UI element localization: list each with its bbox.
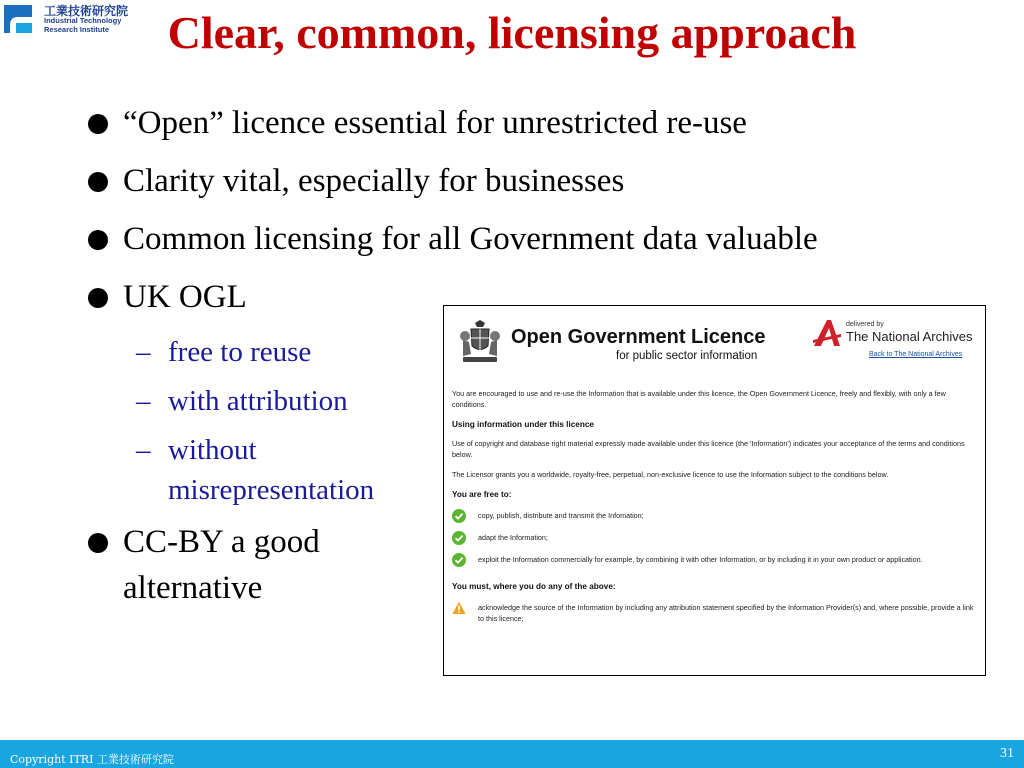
bullet-item bbox=[88, 519, 443, 611]
royal-coat-of-arms-icon bbox=[459, 320, 501, 364]
must-item-text: acknowledge the source of the Information by including any attribution statement specified by the Information Provider(s) and, where possible, provide a link to this licence; bbox=[478, 603, 974, 623]
ogl-body bbox=[452, 388, 977, 629]
bullet-dot-icon bbox=[88, 172, 108, 192]
ogl-heading-using: Using information under this licence bbox=[452, 420, 594, 429]
warning-icon bbox=[452, 601, 466, 615]
sub-bullet-dash: – bbox=[136, 385, 151, 417]
bullet-text: UK OGL bbox=[123, 279, 247, 315]
sub-bullet-text: without misrepresentation bbox=[168, 434, 375, 506]
bullet-dot-icon bbox=[88, 533, 108, 553]
free-item-text: copy, publish, distribute and transmit the Infomation; bbox=[478, 511, 644, 520]
national-archives-name: The National Archives bbox=[846, 329, 973, 344]
check-icon bbox=[452, 509, 466, 523]
delivered-by-label: delivered by bbox=[846, 321, 884, 328]
footer-bar bbox=[0, 740, 1024, 768]
bullet-text: Clarity vital, especially for businesses bbox=[123, 163, 625, 199]
free-item bbox=[452, 552, 977, 569]
ogl-licence-screenshot bbox=[443, 305, 986, 676]
ogl-heading-free: You are free to: bbox=[452, 490, 512, 499]
sub-bullet-dash: – bbox=[136, 434, 151, 466]
free-item-text: exploit the Information commercially for example, by combining it with other Information, or by including it in your own product or application. bbox=[478, 555, 923, 564]
bullet-item bbox=[88, 216, 843, 262]
slide-page-number: 31 bbox=[1000, 746, 1014, 761]
sub-bullet-dash: – bbox=[136, 336, 151, 368]
logo-english-line2: Research Institute bbox=[44, 24, 110, 34]
national-archives-a-logo-icon bbox=[812, 318, 842, 348]
bullet-item bbox=[88, 100, 843, 146]
sub-bullet-text: free to reuse bbox=[168, 336, 312, 368]
free-item bbox=[452, 508, 977, 525]
ogl-heading-must: You must, where you do any of the above: bbox=[452, 582, 616, 591]
check-icon bbox=[452, 553, 466, 567]
bullet-dot-icon bbox=[88, 114, 108, 134]
bullet-item bbox=[88, 274, 443, 320]
bullet-item bbox=[88, 158, 843, 204]
ogl-title: Open Government Licence bbox=[511, 326, 766, 348]
back-to-national-archives-link[interactable]: Back to The National Archives bbox=[869, 351, 963, 358]
bullet-text: “Open” licence essential for unrestricted re-use bbox=[123, 105, 747, 141]
must-item bbox=[452, 600, 977, 624]
ogl-para-using: Use of copyright and database right material expressly made available under this licence (the 'Information') indicates your acceptance of the terms and conditions below. bbox=[452, 439, 965, 459]
bullet-dot-icon bbox=[88, 288, 108, 308]
logo-chinese-name: 工業技術研究院 bbox=[44, 4, 129, 18]
bullet-dot-icon bbox=[88, 230, 108, 250]
sub-bullet-text: with attribution bbox=[168, 385, 348, 417]
check-icon bbox=[452, 531, 466, 545]
free-item bbox=[452, 530, 977, 547]
ogl-intro: You are encouraged to use and re-use the Information that is available under this licence, the Open Government Licence, freely and flexibly, with only a few conditions. bbox=[452, 389, 946, 409]
bullet-text: Common licensing for all Government data valuable bbox=[123, 221, 818, 257]
bullet-text: CC-BY a good alternative bbox=[123, 524, 320, 606]
free-item-text: adapt the Information; bbox=[478, 533, 548, 542]
logo-english-line1: Industrial Technology bbox=[44, 16, 122, 25]
ogl-para-grant: The Licensor grants you a worldwide, royalty-free, perpetual, non-exclusive licence to use the Information subject to the conditions below. bbox=[452, 470, 889, 479]
slide-title: Clear, common, licensing approach bbox=[167, 7, 857, 58]
ogl-subtitle: for public sector information bbox=[616, 350, 758, 362]
footer-copyright: Copyright ITRI 工業技術研究院 bbox=[10, 753, 174, 766]
